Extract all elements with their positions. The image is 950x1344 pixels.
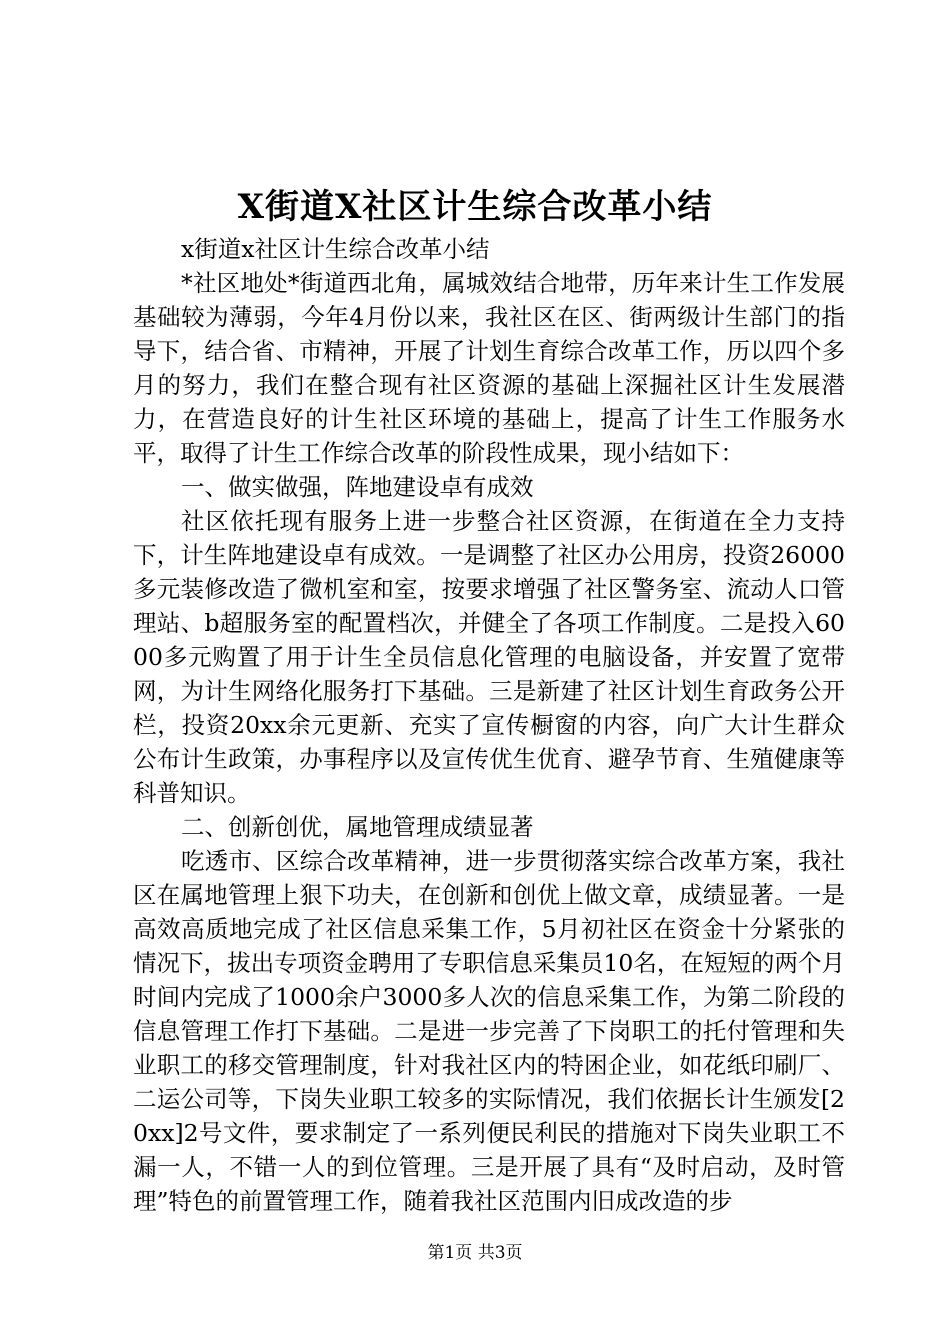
document-body (133, 232, 845, 1218)
page-footer: 第1页 共3页 (427, 1243, 523, 1263)
section-heading-2: 二、创新创优，属地管理成绩显著 (181, 813, 534, 841)
intro-paragraph: *社区地处*街道西北角，属城效结合地带，历年来计生工作发展基础较为薄弱，今年4月份以来，我社区在区、街两级计生部门的指导下，结合省、市精神，开展了计划生育综合改革工作，历以四个多月的努力，我们在整合现有社区资源的基础上深掘社区计生发展潜力，在营造良好的计生社区环境的基础上，提高了计生工作服务水平，取得了计生工作综合改革的阶段性成果，现小结如下： (133, 269, 845, 467)
section-1-paragraph: 社区依托现有服务上进一步整合社区资源，在街道在全力支持下，计生阵地建设卓有成效。一是调整了社区办公用房，投资26000多元装修改造了微机室和室，按要求增强了社区警务室、流动人口管理站、b超服务室的配置档次，并健全了各项工作制度。二是投入6000多元购置了用于计生全员信息化管理的电脑设备，并安置了宽带网，为计生网络化服务打下基础。三是新建了社区计划生育政务公开栏，投资20xx余元更新、充实了宣传橱窗的内容，向广大计生群众公布计生政策，办事程序以及宣传优生优育、避孕节育、生殖健康等科普知识。 (133, 507, 845, 807)
document-title: X街道X社区计生综合改革小结 (237, 187, 713, 227)
subtitle-paragraph: x街道x社区计生综合改革小结 (181, 235, 490, 263)
section-2-paragraph: 吃透市、区综合改革精神，进一步贯彻落实综合改革方案，我社区在属地管理上狠下功夫，在创新和创优上做文章，成绩显著。一是高效高质地完成了社区信息采集工作，5月初社区在资金十分紧张的情况下，拔出专项资金聘用了专职信息采集员10名，在短短的两个月时间内完成了1000余户3000多人次的信息采集工作，为第二阶段的信息管理工作打下基础。二是进一步完善了下岗职工的托付管理和失业职工的移交管理制度，针对我社区内的特困企业，如花纸印刷厂、二运公司等，下岗失业职工较多的实际情况，我们依据长计生颁发[20xx]2号文件，要求制定了一系列便民利民的措施对下岗失业职工不漏一人，不错一人的到位管理。三是开展了具有“及时启动，及时管理”特色的前置管理工作，随着我社区范围内旧成改造的步 (133, 847, 845, 1215)
section-heading-1: 一、做实做强，阵地建设卓有成效 (181, 473, 534, 501)
